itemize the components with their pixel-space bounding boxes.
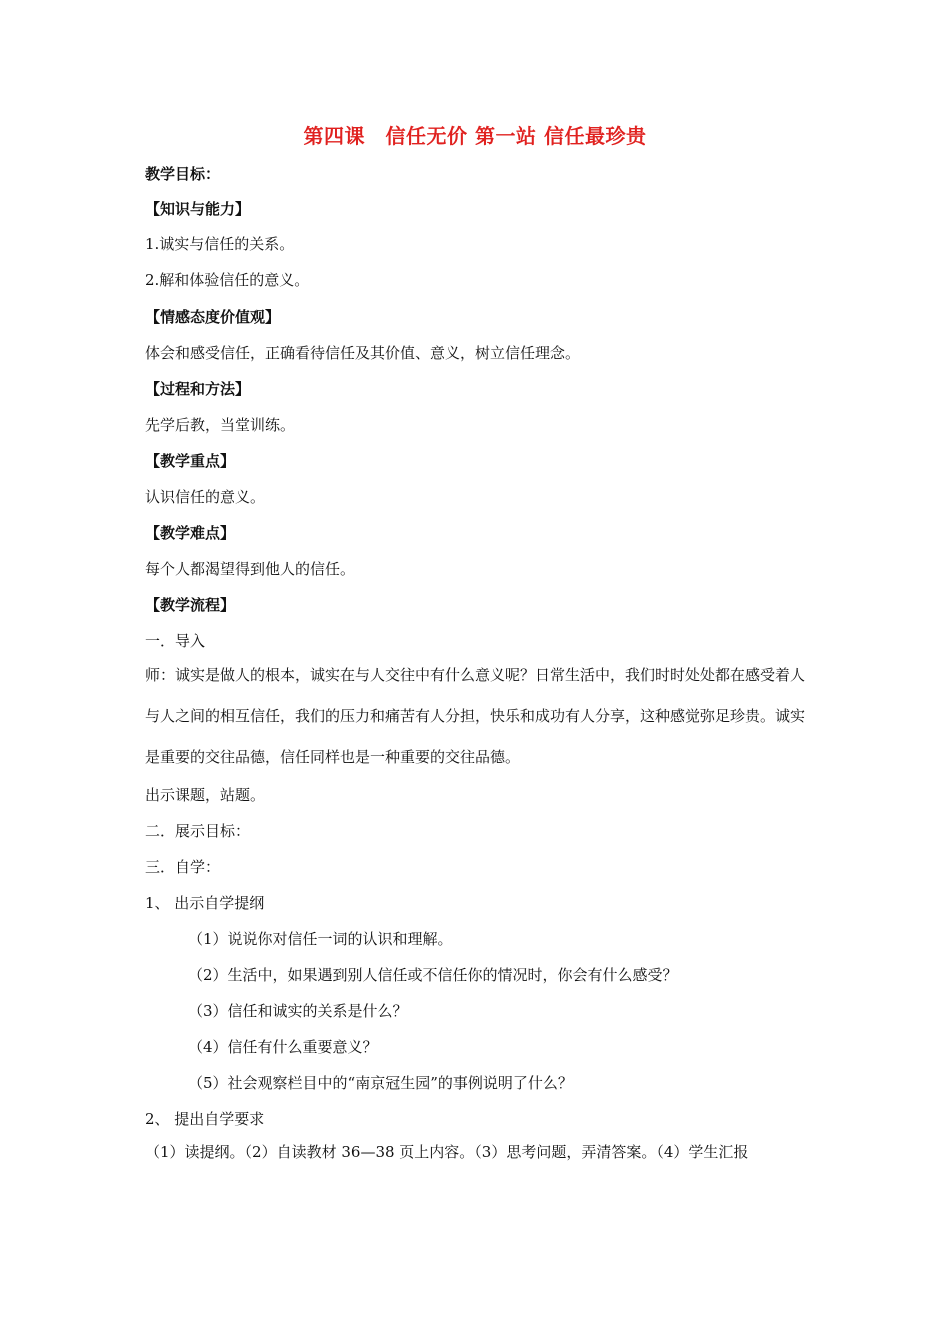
knowledge-heading: 【知识与能力】 — [145, 200, 251, 218]
intro-heading: 一．导入 — [145, 632, 206, 650]
question-item: （2）生活中，如果遇到别人信任或不信任你的情况时，你会有什么感受？ — [188, 966, 678, 984]
key-point-heading: 【教学重点】 — [145, 452, 236, 470]
knowledge-item: 2.解和体验信任的意义。 — [145, 271, 310, 289]
flow-heading: 【教学流程】 — [145, 596, 236, 614]
intro-paragraph: 师：诚实是做人的根本，诚实在与人交往中有什么意义呢？日常生活中，我们时时处处都在感受着人与人之间的相互信任，我们的压力和痛苦有人分担，快乐和成功有人分享，这种感觉弥足珍贵。诚实是重要的交往品德，信任同样也是一种重要的交往品德。 — [145, 666, 806, 766]
difficulty-heading: 【教学难点】 — [145, 524, 236, 542]
step-2: 二．展示目标： — [145, 822, 251, 840]
emotion-heading: 【情感态度价值观】 — [145, 308, 281, 326]
step-3: 三．自学： — [145, 858, 221, 876]
question-item: （3）信任和诚实的关系是什么？ — [188, 1002, 408, 1020]
requirements-heading: 2、 提出自学要求 — [145, 1110, 265, 1128]
show-topic: 出示课题，站题。 — [145, 786, 266, 804]
requirements-paragraph: （1）读提纲。（2）自读教材 36—38 页上内容。（3）思考问题，弄清答案。（4）学生汇报 — [145, 1143, 749, 1161]
process-heading: 【过程和方法】 — [145, 380, 251, 398]
difficulty-text: 每个人都渴望得到他人的信任。 — [145, 560, 356, 578]
knowledge-item: 1.诚实与信任的关系。 — [145, 235, 295, 253]
lesson-title: 第四课 信任无价 第一站 信任最珍贵 — [303, 124, 647, 148]
process-text: 先学后教，当堂训练。 — [145, 416, 296, 434]
question-item: （5）社会观察栏目中的“南京冠生园”的事例说明了什么？ — [188, 1074, 573, 1092]
key-point-text: 认识信任的意义。 — [145, 488, 266, 506]
emotion-text: 体会和感受信任，正确看待信任及其价值、意义，树立信任理念。 — [145, 344, 581, 362]
question-item: （1）说说你对信任一词的认识和理解。 — [188, 930, 453, 948]
outline-heading: 1、 出示自学提纲 — [145, 894, 265, 912]
objectives-heading: 教学目标： — [145, 165, 221, 183]
question-item: （4）信任有什么重要意义？ — [188, 1038, 378, 1056]
